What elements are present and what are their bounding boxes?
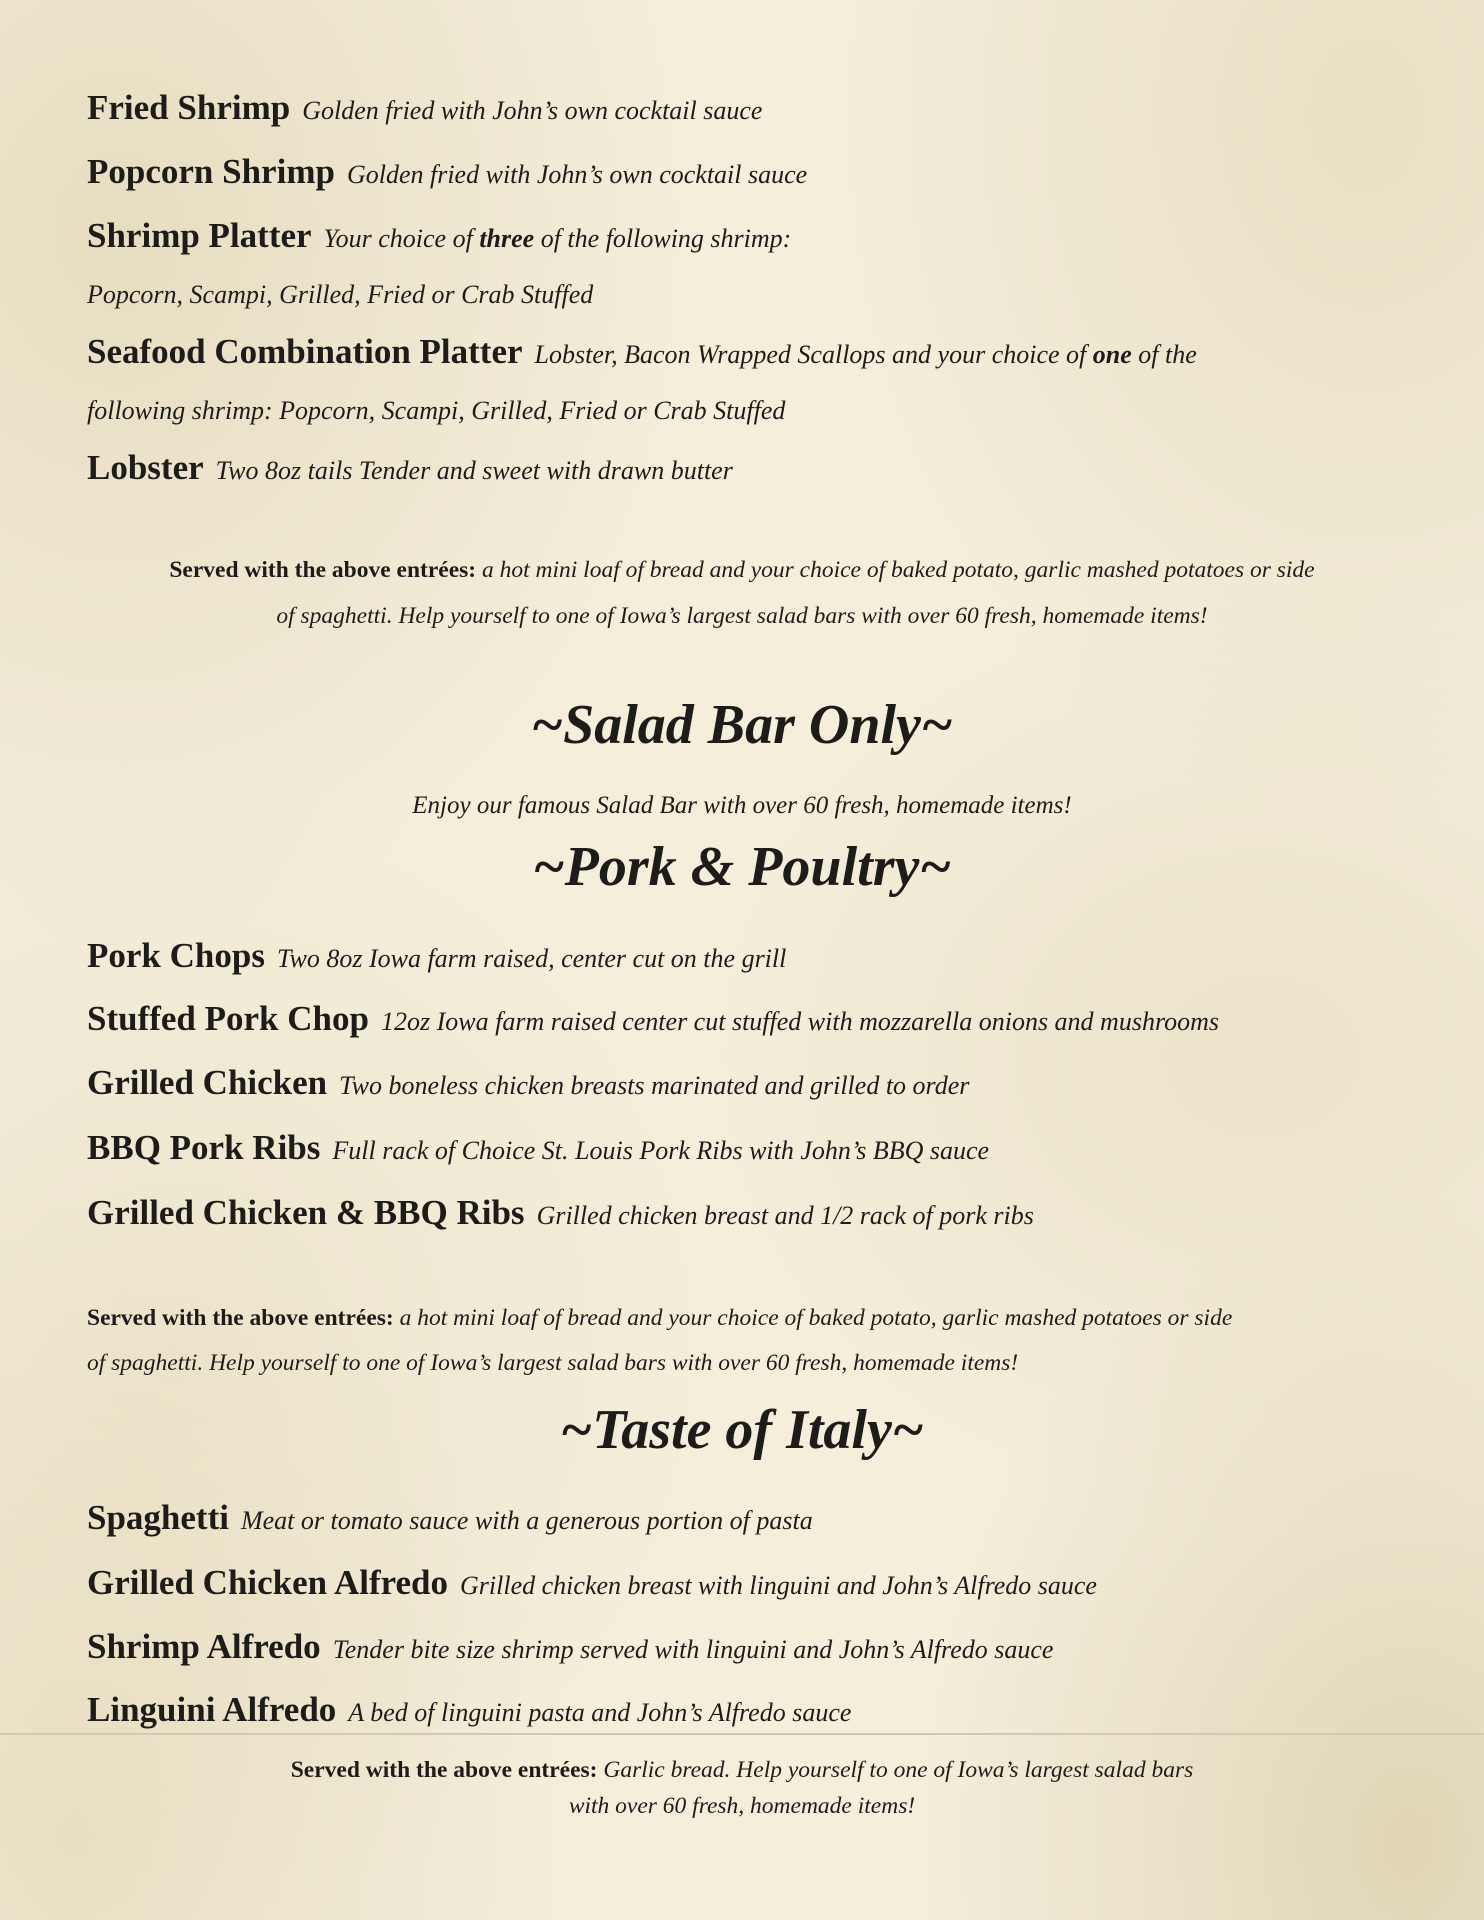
served-text: a hot mini loaf of bread and your choice of baked potato, garlic mashed potatoes or side [399, 1305, 1233, 1331]
served-text: with over 60 fresh, homemade items! [568, 1793, 916, 1819]
item-name: Spaghetti [87, 1498, 229, 1537]
menu-item-grilled-chicken-bbq-ribs [87, 1193, 1034, 1233]
item-description-continued: Popcorn, Scampi, Grilled, Fried or Crab Stuffed [87, 280, 594, 309]
served-text: a hot mini loaf of bread and your choice of baked potato, garlic mashed potatoes or side [481, 557, 1315, 583]
item-description: Two boneless chicken breasts marinated and grilled to order [339, 1071, 970, 1100]
item-name: Seafood Combination Platter [87, 332, 523, 371]
served-text: of spaghetti. Help yourself to one of Iowa’s largest salad bars with over 60 fresh, homemade items! [276, 603, 1208, 629]
menu-item-bbq-pork-ribs [87, 1128, 989, 1168]
item-description [535, 340, 1197, 369]
section-heading-taste-of-italy: ~Taste of Italy~ [560, 1399, 924, 1461]
item-description: Tender bite size shrimp served with linguini and John’s Alfredo sauce [332, 1635, 1054, 1664]
served-with-note [0, 557, 1484, 584]
item-name: Grilled Chicken [87, 1063, 328, 1102]
served-label: Served with the above entrées: [87, 1305, 394, 1331]
item-name: Popcorn Shrimp [87, 152, 335, 191]
desc-emphasis: three [479, 224, 535, 253]
divider [0, 1733, 1484, 1735]
item-name: Stuffed Pork Chop [87, 999, 369, 1038]
desc-text: Your choice of [323, 224, 480, 253]
item-description-continued: following shrimp: Popcorn, Scampi, Grilled, Fried or Crab Stuffed [87, 396, 786, 425]
served-label: Served with the above entrées: [169, 557, 477, 583]
menu-item-grilled-chicken [87, 1063, 969, 1103]
menu-item-grilled-chicken-alfredo [87, 1563, 1097, 1603]
served-text: of spaghetti. Help yourself to one of Iowa’s largest salad bars with over 60 fresh, homemade items! [87, 1350, 1019, 1376]
item-name: Lobster [87, 448, 204, 487]
served-with-note-line2 [0, 603, 1484, 630]
desc-text: Lobster, Bacon Wrapped Scallops and your choice of [534, 340, 1093, 369]
menu-item-lobster [87, 448, 733, 488]
section-heading-salad-bar: ~Salad Bar Only~ [531, 694, 953, 756]
served-text: Garlic bread. Help yourself to one of Iowa’s largest salad bars [603, 1757, 1194, 1783]
menu-item-pork-chops [87, 936, 786, 976]
item-name: Shrimp Alfredo [87, 1627, 321, 1666]
menu-item-popcorn-shrimp [87, 152, 807, 192]
served-with-note-line2 [0, 1793, 1484, 1820]
item-description: 12oz Iowa farm raised center cut stuffed with mozzarella onions and mushrooms [380, 1007, 1220, 1036]
item-description: Two 8oz tails Tender and sweet with drawn butter [215, 456, 733, 485]
item-description: Meat or tomato sauce with a generous portion of pasta [240, 1506, 813, 1535]
item-description: Full rack of Choice St. Louis Pork Ribs with John’s BBQ sauce [332, 1136, 990, 1165]
served-with-note [87, 1305, 1232, 1332]
item-description: Grilled chicken breast with linguini and John’s Alfredo sauce [460, 1571, 1097, 1600]
served-with-note-line2 [87, 1350, 1018, 1377]
served-with-note [0, 1757, 1484, 1784]
item-description: A bed of linguini pasta and John’s Alfredo sauce [348, 1698, 852, 1727]
item-name: Shrimp Platter [87, 216, 312, 255]
item-name: Fried Shrimp [87, 88, 291, 127]
item-description: Golden fried with John’s own cocktail sauce [302, 96, 763, 125]
item-name: BBQ Pork Ribs [87, 1128, 321, 1167]
item-name: Grilled Chicken Alfredo [87, 1563, 449, 1602]
menu-item-seafood-combination-platter [87, 332, 1197, 372]
menu-item-stuffed-pork-chop [87, 999, 1219, 1039]
desc-text: of the [1131, 340, 1197, 369]
item-description: Two 8oz Iowa farm raised, center cut on the grill [276, 944, 787, 973]
item-name: Grilled Chicken & BBQ Ribs [87, 1193, 525, 1232]
section-intro: Enjoy our famous Salad Bar with over 60 fresh, homemade items! [412, 792, 1072, 819]
served-label: Served with the above entrées: [290, 1757, 598, 1783]
menu-item-shrimp-alfredo [87, 1627, 1053, 1667]
item-name: Pork Chops [87, 936, 265, 975]
item-description [324, 224, 792, 253]
menu-item-linguini-alfredo [87, 1690, 851, 1730]
item-description: Grilled chicken breast and 1/2 rack of pork ribs [536, 1201, 1034, 1230]
desc-text: of the following shrimp: [534, 224, 792, 253]
item-name: Linguini Alfredo [87, 1690, 337, 1729]
menu-item-fried-shrimp [87, 88, 762, 128]
section-heading-pork-poultry: ~Pork & Poultry~ [532, 836, 952, 898]
item-description: Golden fried with John’s own cocktail sauce [346, 160, 808, 189]
desc-emphasis: one [1092, 340, 1132, 369]
menu-item-shrimp-platter [87, 216, 791, 256]
menu-item-spaghetti [87, 1498, 813, 1538]
